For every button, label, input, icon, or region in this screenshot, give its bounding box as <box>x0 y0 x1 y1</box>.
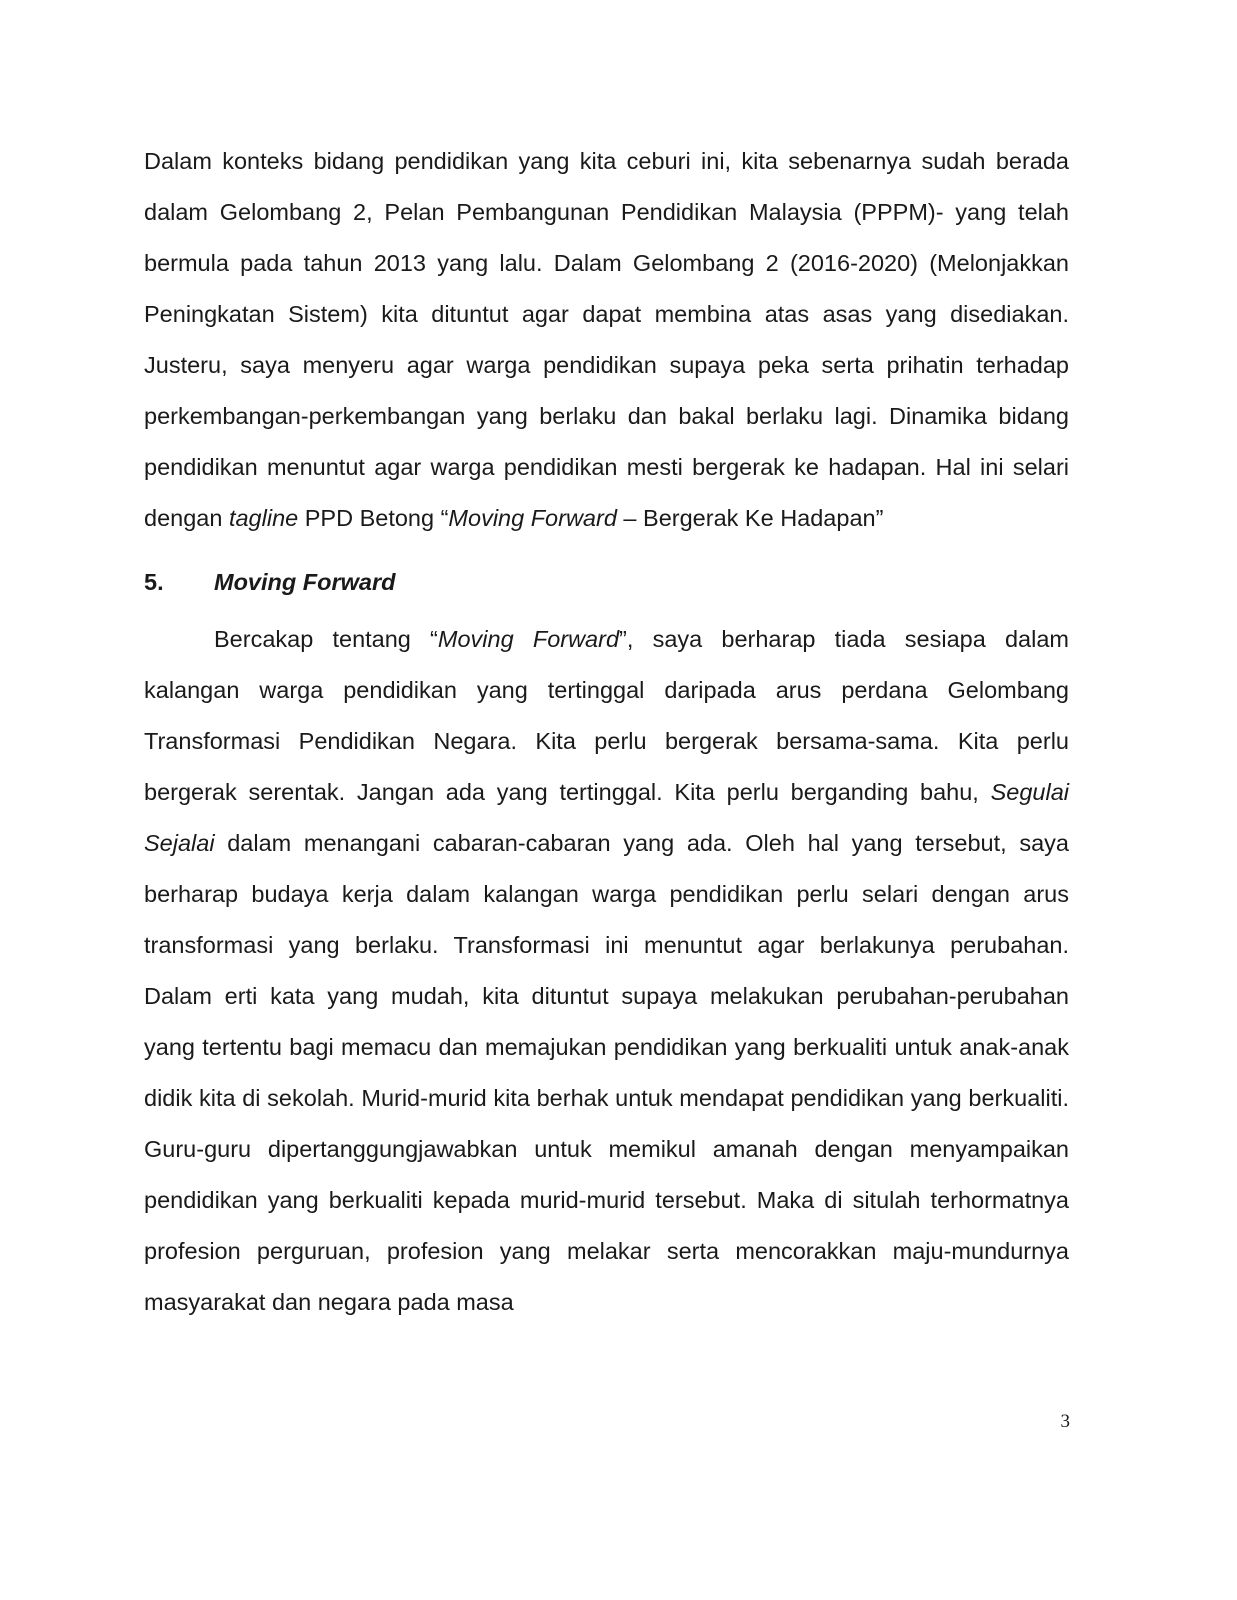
paragraph1-text-2: PPD Betong “ <box>298 505 449 531</box>
section-number: 5. <box>144 569 164 595</box>
page-number: 3 <box>1060 1411 1070 1432</box>
moving-forward-quote: Moving Forward <box>437 626 620 652</box>
paragraph-moving-forward <box>144 614 1069 1328</box>
document-page <box>144 136 1069 1328</box>
paragraph2-text-1: Bercakap tentang “ <box>214 626 438 652</box>
segulai-sejalai-phrase: Segulai Sejalai <box>144 779 1069 856</box>
moving-forward-phrase: Moving Forward <box>448 505 617 531</box>
paragraph1-text-3: – Bergerak Ke Hadapan” <box>616 505 884 531</box>
section-heading <box>144 562 1069 602</box>
paragraph2-text-2: ”, saya berharap tiada sesiapa dalam kalangan warga pendidikan yang tertinggal daripada arus perdana Gelombang Transformasi Pendidikan Negara. Kita perlu bergerak bersama-sama. Kita perlu bergerak serentak. Jangan ada yang tertinggal. Kita perlu berganding bahu, <box>144 626 1069 805</box>
tagline-word: tagline <box>228 505 299 531</box>
paragraph-gelombang-2 <box>144 136 1069 544</box>
paragraph2-text-3: dalam menangani cabaran-cabaran yang ada. Oleh hal yang tersebut, saya berharap budaya kerja dalam kalangan warga pendidikan perlu selari dengan arus transformasi yang berlaku. Transformasi ini menuntut agar berlakunya perubahan. Dalam erti kata yang mudah, kita dituntut supaya melakukan perubahan-perubahan yang tertentu bagi memacu dan memajukan pendidikan yang berkualiti untuk anak-anak didik kita di sekolah. Murid-murid kita berhak untuk mendapat pendidikan yang berkualiti. Guru-guru dipertanggungjawabkan untuk memikul amanah dengan menyampaikan pendidikan yang berkualiti kepada murid-murid tersebut. Maka di situlah terhormatnya profesion perguruan, profesion yang melakar serta mencorakkan maju-mundurnya masyarakat dan negara pada masa <box>144 830 1069 1315</box>
paragraph1-text-1: Dalam konteks bidang pendidikan yang kita ceburi ini, kita sebenarnya sudah berada dalam Gelombang 2, Pelan Pembangunan Pendidikan Malaysia (PPPM)- yang telah bermula pada tahun 2013 yang lalu. Dalam Gelombang 2 (2016-2020) (Melonjakkan Peningkatan Sistem) kita dituntut agar dapat membina atas asas yang disediakan. Justeru, saya menyeru agar warga pendidikan supaya peka serta prihatin terhadap perkembangan-perkembangan yang berlaku dan bakal berlaku lagi. Dinamika bidang pendidikan menuntut agar warga pendidikan mesti bergerak ke hadapan. Hal ini selari dengan <box>144 148 1069 531</box>
section-title: Moving Forward <box>214 569 396 595</box>
